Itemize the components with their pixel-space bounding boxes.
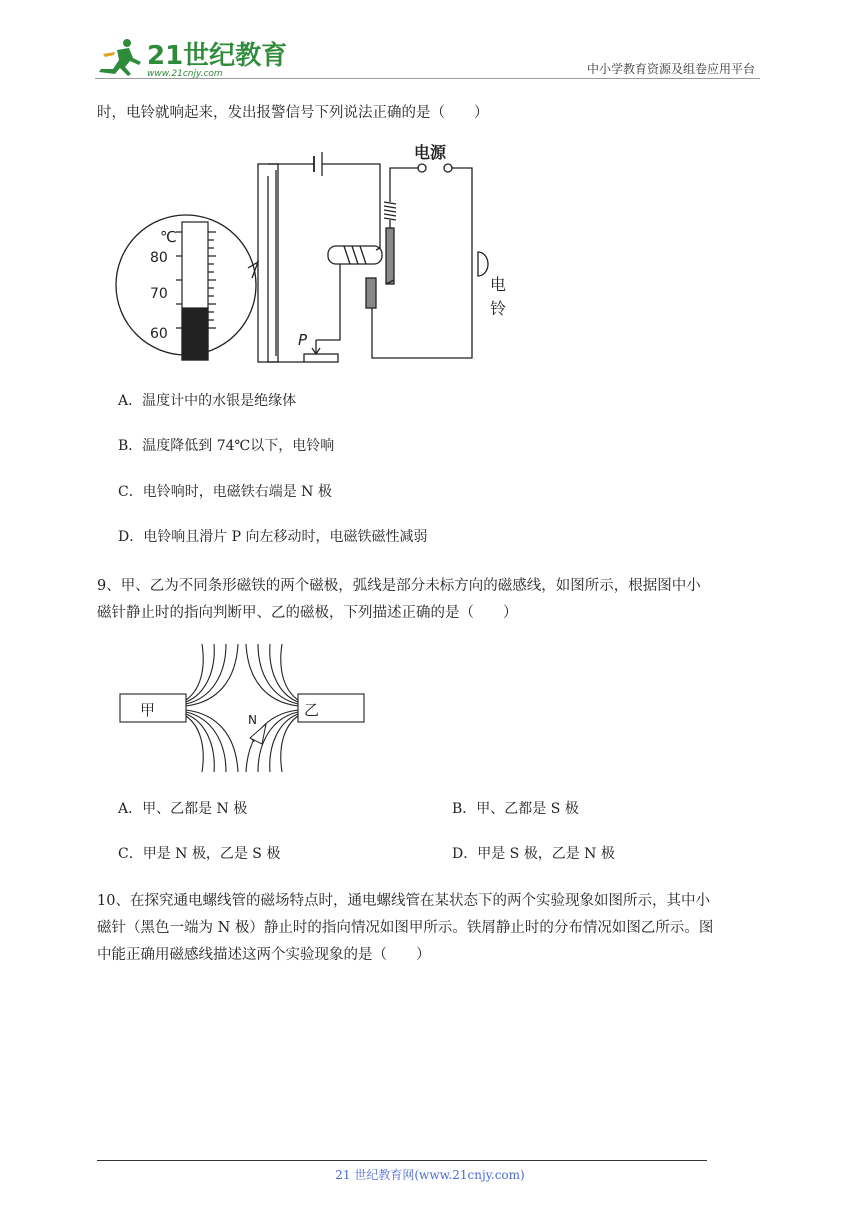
q9-option-d[interactable]: D．甲是 S 极，乙是 N 极 (452, 846, 615, 862)
q8-stem-tail: 时，电铃就响起来，发出报警信号下列说法正确的是（ ） (97, 105, 489, 121)
unit-label: ℃ (160, 228, 177, 246)
q10-stem-line2: 磁针（黑色一端为 N 极）静止时的指向情况如图甲所示。铁屑静止时的分布情况如图乙所示。图 (97, 920, 714, 936)
site-logo (95, 36, 288, 80)
q9-magnet-figure (118, 640, 368, 775)
footer-link[interactable]: 21 世纪教育网(www.21cnjy.com) (335, 1168, 525, 1182)
q10-stem-line1: 10、在探究通电螺线管的磁场特点时，通电螺线管在某状态下的两个实验现象如图所示，其中小 (97, 893, 710, 909)
q9-option-b[interactable]: B．甲、乙都是 S 极 (452, 801, 579, 817)
bell-label-1: 电 (490, 275, 507, 294)
footer-divider (97, 1160, 707, 1161)
q8-option-a[interactable]: A．温度计中的水银是绝缘体 (118, 393, 297, 409)
scale-80: 80 (150, 250, 168, 266)
q9-stem-line1: 9、甲、乙为不同条形磁铁的两个磁极，弧线是部分未标方向的磁感线，如图所示，根据图中小 (97, 578, 701, 594)
header-divider (95, 78, 760, 79)
runner-icon (99, 39, 141, 76)
slider-label: P (298, 331, 308, 349)
q9-option-c[interactable]: C．甲是 N 极，乙是 S 极 (118, 846, 281, 862)
needle-n-label: N (248, 713, 257, 727)
left-pole-label: 甲 (140, 701, 156, 719)
q8-option-b[interactable]: B．温度降低到 74℃以下，电铃响 (118, 438, 335, 454)
logo-main-text: 21世纪教育 (147, 41, 288, 71)
q9-option-a[interactable]: A．甲、乙都是 N 极 (118, 801, 248, 817)
q8-option-c[interactable]: C．电铃响时，电磁铁右端是 N 极 (118, 484, 332, 500)
header-platform-text: 中小学教育资源及组卷应用平台 (586, 62, 755, 76)
power-label: 电源 (414, 143, 447, 162)
right-pole-label: 乙 (304, 701, 320, 719)
q9-stem-line2: 磁针静止时的指向判断甲、乙的磁极，下列描述正确的是（ ） (97, 605, 518, 621)
q10-stem-line3: 中能正确用磁感线描述这两个实验现象的是（ ） (97, 947, 431, 963)
scale-70: 70 (150, 286, 168, 302)
logo-sub-text: www.21cnjy.com (147, 69, 223, 79)
q8-circuit-figure (118, 140, 523, 372)
q8-option-d[interactable]: D．电铃响且滑片 P 向左移动时，电磁铁磁性减弱 (118, 529, 428, 545)
bell-label-2: 铃 (490, 299, 507, 318)
scale-60: 60 (150, 326, 168, 342)
